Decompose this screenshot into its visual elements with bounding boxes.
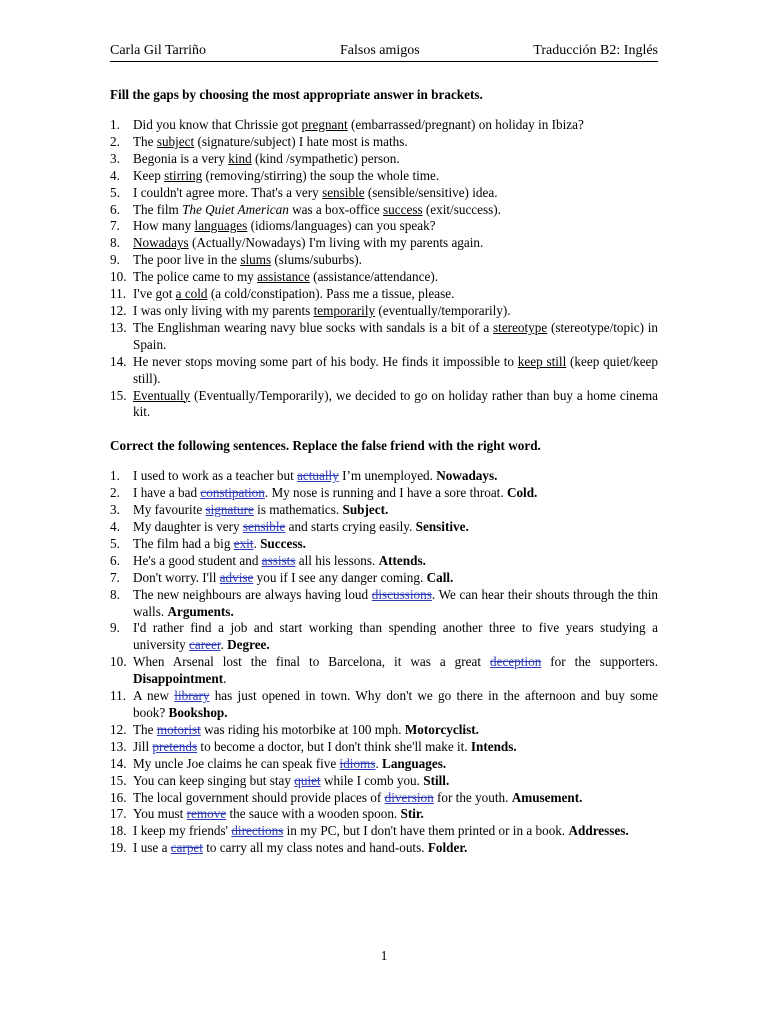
list-item (110, 320, 658, 354)
struck-false-friend: idioms (339, 755, 376, 771)
item-number: 1. (110, 468, 120, 484)
underlined-answer: sensible (322, 184, 365, 200)
underlined-answer: subject (156, 133, 195, 149)
header-author: Carla Gil Tarriño (110, 43, 206, 58)
item-number: 6. (110, 201, 120, 217)
list-item (110, 252, 658, 269)
list-item (110, 756, 658, 773)
item-number: 2. (110, 133, 120, 149)
item-text: How many (133, 218, 195, 234)
underlined-answer: kind (228, 150, 252, 166)
correct-word: Stir. (400, 806, 424, 822)
underlined-answer: temporarily (313, 302, 376, 318)
item-text: He never stops moving some part of his body. He finds it impossible to (133, 353, 518, 369)
item-text: Keep (133, 167, 165, 183)
struck-false-friend: pretends (152, 738, 198, 754)
item-text: (sensible/sensitive) idea. (364, 184, 498, 200)
correct-word: Intends. (470, 738, 517, 754)
list-item (110, 485, 658, 502)
item-number: 14. (110, 353, 127, 369)
underlined-answer: stirring (164, 167, 203, 183)
item-number: 5. (110, 535, 120, 551)
item-text: My uncle Joe claims he can speak five (133, 755, 340, 771)
item-text: the sauce with a wooden spoon. (226, 806, 401, 822)
item-text: When Arsenal lost the final to Barcelona, it was a great (133, 654, 491, 670)
item-text: I used to work as a teacher but (133, 468, 298, 484)
item-text: I have a bad (133, 485, 201, 501)
item-text: You must (133, 806, 187, 822)
item-number: 7. (110, 218, 120, 234)
list-item (110, 823, 658, 840)
correct-word: Subject. (342, 502, 389, 518)
item-number: 13. (110, 738, 127, 754)
item-text: while I comb you. (320, 772, 424, 788)
list-item (110, 202, 658, 219)
item-number: 15. (110, 387, 127, 403)
item-text: The Englishman wearing navy blue socks with sandals is a bit of a (133, 319, 494, 335)
item-text: The film had a big (133, 535, 234, 551)
item-number: 4. (110, 519, 120, 535)
struck-false-friend: quiet (294, 772, 321, 788)
item-text: was riding his motorbike at 100 mph. (200, 721, 405, 737)
underlined-answer: pregnant (301, 117, 348, 132)
section1-instruction: Fill the gaps by choosing the most appropriate answer in brackets. (110, 87, 483, 102)
list-item (110, 468, 658, 485)
item-text: . (220, 637, 228, 653)
item-number: 3. (110, 502, 120, 518)
struck-false-friend: constipation (200, 485, 265, 501)
list-item (110, 185, 658, 202)
item-number: 7. (110, 569, 120, 585)
item-text: (exit/success). (422, 201, 501, 217)
underlined-answer: assistance (257, 269, 310, 285)
item-text: has just opened in town. Why don't we go there in the afternoon and buy some book? (133, 688, 658, 720)
correct-word: Languages. (382, 755, 447, 771)
struck-false-friend: motorist (156, 721, 201, 737)
item-text: . (223, 671, 227, 687)
list-item (110, 151, 658, 168)
item-number: 15. (110, 772, 127, 788)
list-item (110, 570, 658, 587)
struck-false-friend: sensible (242, 519, 286, 535)
item-text: I've got (133, 286, 176, 302)
item-text: (idioms/languages) can you speak? (247, 218, 436, 234)
item-text: is mathematics. (253, 502, 343, 518)
struck-false-friend: actually (297, 468, 339, 484)
item-number: 13. (110, 319, 127, 335)
list-item (110, 134, 658, 151)
item-text: (kind /sympathetic) person. (251, 150, 400, 166)
underlined-answer: Eventually (133, 387, 191, 403)
underlined-answer: Nowadays (133, 235, 189, 251)
item-text: The poor live in the (133, 252, 241, 268)
item-number: 4. (110, 167, 120, 183)
document-body (110, 86, 658, 857)
correct-word: Nowadays. (436, 468, 498, 484)
list-item (110, 553, 658, 570)
item-text: (assistance/attendance). (309, 269, 439, 285)
underlined-answer: slums (240, 252, 272, 268)
correct-word: Addresses. (568, 823, 629, 839)
item-text: You can keep singing but stay (133, 772, 295, 788)
correct-word: Bookshop. (168, 705, 228, 720)
header-course: Traducción B2: Inglés (533, 43, 658, 58)
item-number: 8. (110, 235, 120, 251)
item-text: (keep quiet/keep still). (133, 353, 658, 386)
item-number: 6. (110, 552, 120, 568)
list-item (110, 536, 658, 553)
item-text: He's a good student and (133, 552, 262, 568)
list-item (110, 218, 658, 235)
list-item (110, 269, 658, 286)
underlined-answer: stereotype (493, 319, 548, 335)
gap-fill-list (110, 117, 658, 421)
item-text: My favourite (133, 502, 206, 518)
list-item (110, 286, 658, 303)
list-item (110, 739, 658, 756)
item-text: Did you know that Chrissie got (133, 117, 302, 132)
item-text: The police came to my (133, 269, 258, 285)
item-number: 5. (110, 184, 120, 200)
list-item (110, 806, 658, 823)
correct-word: Arguments. (167, 603, 234, 619)
item-text: (Eventually/Temporarily), we decided to go on holiday rather than buy a home cinema kit. (133, 387, 658, 420)
item-text: Don't worry. I'll (133, 569, 220, 585)
item-text: (eventually/temporarily). (375, 302, 511, 318)
item-text: for the supporters. (541, 654, 658, 670)
struck-false-friend: library (174, 688, 210, 704)
item-text: The (133, 133, 157, 149)
list-item (110, 354, 658, 388)
item-text: . (375, 755, 383, 771)
correct-word: Cold. (506, 485, 538, 501)
item-number: 3. (110, 150, 120, 166)
item-number: 8. (110, 586, 120, 602)
correct-word: Motorcyclist. (404, 721, 479, 737)
item-text: I’m unemployed. (338, 468, 437, 484)
item-text: . My nose is running and I have a sore throat. (264, 485, 507, 501)
item-text: (Actually/Nowadays) I'm living with my parents again. (188, 235, 484, 251)
item-number: 16. (110, 789, 127, 805)
item-text: to carry all my class notes and hand-outs. (202, 840, 428, 856)
underlined-answer: success (383, 201, 423, 217)
underlined-answer: keep still (517, 353, 567, 369)
page-number: 1 (380, 948, 388, 963)
item-number: 10. (110, 269, 127, 285)
struck-false-friend: deception (490, 654, 542, 670)
item-number: 17. (110, 806, 127, 822)
list-item (110, 620, 658, 654)
item-text: (stereotype/topic) in Spain. (133, 319, 658, 352)
list-item (110, 235, 658, 252)
list-item (110, 773, 658, 790)
struck-false-friend: career (189, 637, 221, 653)
item-number: 12. (110, 302, 127, 318)
list-item (110, 722, 658, 739)
list-item (110, 303, 658, 320)
item-number: 14. (110, 755, 127, 771)
item-number: 2. (110, 485, 120, 501)
item-text: (removing/stirring) the soup the whole time. (202, 167, 440, 183)
list-item (110, 117, 658, 134)
item-number: 9. (110, 620, 120, 636)
list-item (110, 168, 658, 185)
correct-word: Attends. (378, 552, 426, 568)
item-text: My daughter is very (133, 519, 243, 535)
item-text: (embarrassed/pregnant) on holiday in Ibiza? (347, 117, 584, 132)
underlined-answer: a cold (175, 286, 208, 302)
item-text: to become a doctor, but I don't think she'll make it. (197, 738, 471, 754)
correction-list (110, 468, 658, 857)
item-number: 18. (110, 823, 127, 839)
list-item (110, 519, 658, 536)
item-text: I use a (133, 840, 171, 856)
correct-word: Disappointment (133, 671, 224, 687)
correct-word: Still. (423, 772, 450, 788)
struck-false-friend: assists (261, 552, 296, 568)
list-item (110, 688, 658, 722)
section2-instruction: Correct the following sentences. Replace the false friend with the right word. (110, 438, 541, 454)
item-number: 11. (110, 286, 126, 302)
item-text: (slums/suburbs). (271, 252, 362, 268)
list-item (110, 654, 658, 688)
list-item (110, 388, 658, 422)
item-text: (signature/subject) I hate most is maths. (194, 133, 408, 149)
correct-word: Sensitive. (415, 519, 469, 535)
item-text: I couldn't agree more. That's a very (133, 184, 323, 200)
item-text: (a cold/constipation). Pass me a tissue, please. (207, 286, 455, 302)
header-title: Falsos amigos (340, 43, 420, 58)
page-header (110, 42, 658, 62)
struck-false-friend: remove (186, 806, 227, 822)
item-text: I was only living with my parents (133, 302, 314, 318)
item-text: for the youth. (433, 789, 512, 805)
item-text: The film (133, 201, 183, 217)
list-item (110, 502, 658, 519)
item-number: 10. (110, 654, 127, 670)
item-text: was a box-office (288, 201, 384, 217)
item-text: Jill (133, 738, 153, 754)
item-text: . (253, 535, 261, 551)
item-text: The local government should provide places of (133, 789, 385, 805)
item-text: and starts crying easily. (285, 519, 416, 535)
correct-word: Folder. (427, 840, 468, 856)
item-number: 19. (110, 840, 127, 856)
item-text: The (133, 721, 157, 737)
item-text: all his lessons. (295, 552, 379, 568)
item-text: The new neighbours are always having loud (133, 586, 372, 602)
item-text: . We can hear their shouts through the thin walls. (133, 586, 658, 619)
struck-false-friend: signature (205, 502, 254, 518)
struck-false-friend: advise (219, 569, 254, 585)
correct-word: Success. (260, 535, 306, 551)
item-text: I keep my friends' (133, 823, 232, 839)
item-number: 1. (110, 117, 120, 132)
item-text: Begonia is a very (133, 150, 229, 166)
item-number: 12. (110, 721, 127, 737)
item-number: 9. (110, 252, 120, 268)
item-text: you if I see any danger coming. (253, 569, 427, 585)
item-text: I'd rather find a job and start working than spending another three to five years studying a university (133, 620, 658, 653)
correct-word: Degree. (227, 637, 270, 653)
list-item (110, 840, 658, 857)
correct-word: Call. (426, 569, 454, 585)
item-text: in my PC, but I don't have them printed or in a book. (283, 823, 569, 839)
underlined-answer: languages (194, 218, 248, 234)
struck-false-friend: directions (231, 823, 284, 839)
list-item (110, 790, 658, 807)
struck-false-friend: discussions (371, 586, 432, 602)
item-text: A new (133, 688, 175, 704)
correct-word: Amusement. (511, 789, 583, 805)
italic-title: The Quiet American (182, 201, 289, 217)
item-number: 11. (110, 688, 126, 704)
list-item (110, 587, 658, 621)
struck-false-friend: diversion (384, 789, 434, 805)
struck-false-friend: carpet (170, 840, 203, 856)
struck-false-friend: exit (233, 535, 254, 551)
